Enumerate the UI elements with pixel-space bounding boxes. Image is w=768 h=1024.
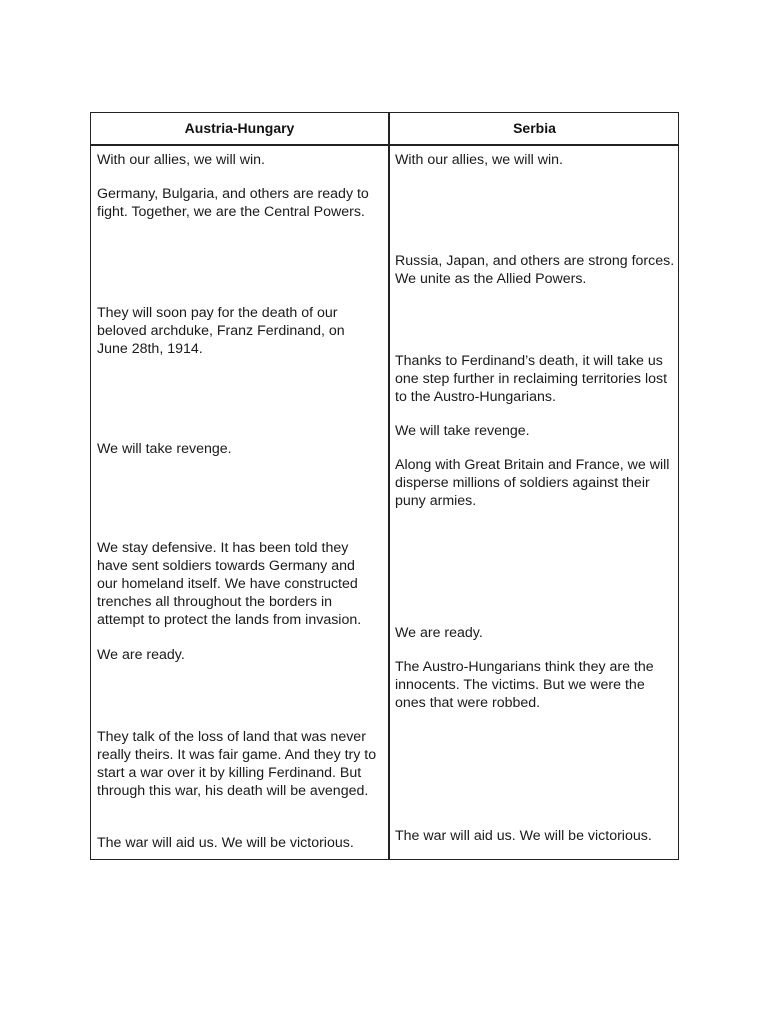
column-divider bbox=[388, 113, 390, 859]
ah-paragraph-4: We will take revenge. bbox=[97, 441, 232, 457]
serbia-paragraph-6: We are ready. bbox=[395, 625, 483, 641]
header-austria-hungary: Austria-Hungary bbox=[184, 120, 295, 136]
ah-paragraph-8: The war will aid us. We will be victorious. bbox=[97, 835, 354, 851]
ah-paragraph-6: We are ready. bbox=[97, 647, 185, 663]
ah-paragraph-2: Germany, Bulgaria, and others are ready to fight. Together, we are the Central Powers. bbox=[97, 186, 369, 220]
serbia-paragraph-4: We will take revenge. bbox=[395, 423, 530, 439]
ah-paragraph-7: They talk of the loss of land that was never really theirs. It was fair game. And they try to start a war over it by killing Ferdinand. But through this war, his death will be avenged. bbox=[97, 729, 377, 799]
serbia-paragraph-8: The war will aid us. We will be victorious. bbox=[395, 828, 652, 844]
serbia-paragraph-1: With our allies, we will win. bbox=[395, 152, 563, 168]
ah-paragraph-5: We stay defensive. It has been told they have sent soldiers towards Germany and our homeland itself. We have constructed trenches all throughout the borders in attempt to protect the lands from invasion. bbox=[97, 540, 362, 628]
ah-paragraph-3: They will soon pay for the death of our beloved archduke, Franz Ferdinand, on June 28th, 1914. bbox=[97, 305, 345, 357]
serbia-paragraph-2: Russia, Japan, and others are strong forces. We unite as the Allied Powers. bbox=[395, 253, 675, 287]
header-serbia: Serbia bbox=[513, 120, 556, 136]
serbia-paragraph-5: Along with Great Britain and France, we will disperse millions of soldiers against their puny armies. bbox=[395, 457, 670, 509]
serbia-paragraph-3: Thanks to Ferdinand’s death, it will take us one step further in reclaiming territories lost to the Austro-Hungarians. bbox=[395, 353, 668, 405]
ah-paragraph-1: With our allies, we will win. bbox=[97, 152, 265, 168]
header-divider bbox=[91, 144, 678, 146]
serbia-paragraph-7: The Austro-Hungarians think they are the innocents. The victims. But we were the ones that were robbed. bbox=[395, 659, 654, 711]
comparison-table bbox=[90, 112, 679, 860]
